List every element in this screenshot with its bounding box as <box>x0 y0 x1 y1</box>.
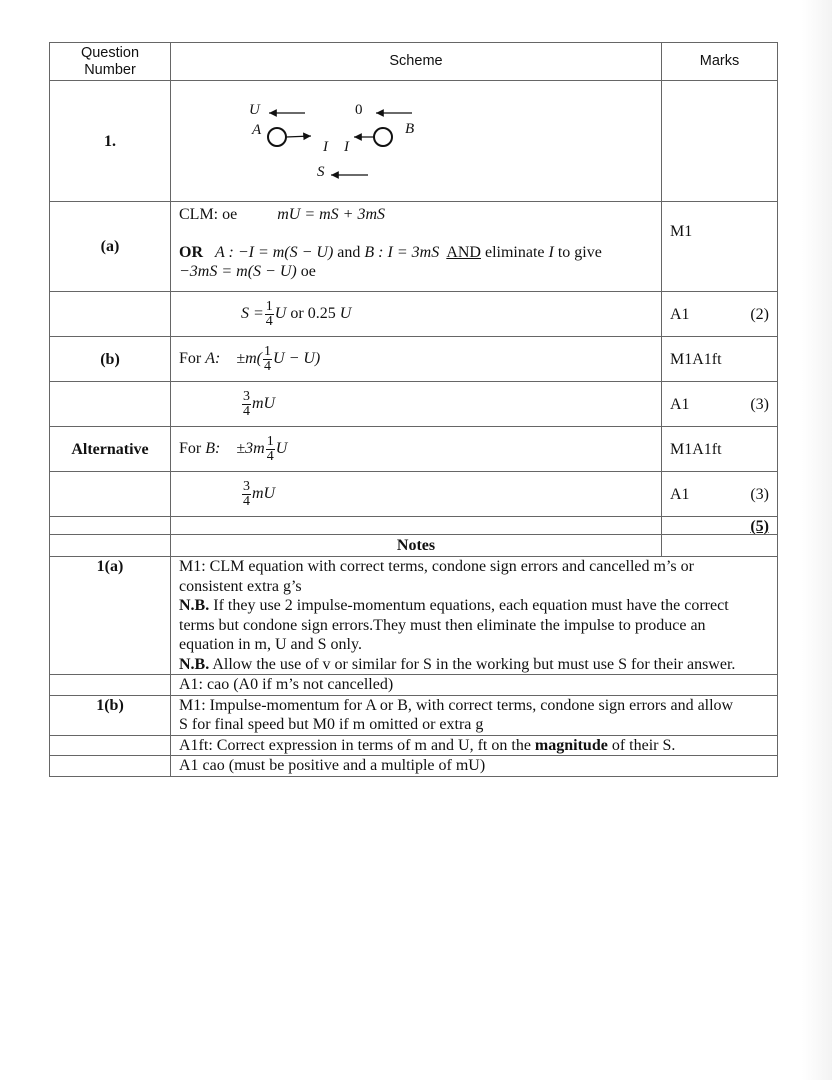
note-text: M1: CLM equation with correct terms, condone sign errors and cancelled m’s or consistent extra g’s <box>179 558 694 595</box>
nb-label: N.B. <box>179 597 210 614</box>
text: mU <box>252 484 276 502</box>
particle-A-circle <box>268 128 286 146</box>
note-text: M1: Impulse-momentum for A or B, with correct terms, condone sign errors and allow S for final speed but M0 if m omitted or extra g <box>171 695 778 735</box>
empty-cell <box>50 756 171 777</box>
text: S = <box>241 304 264 322</box>
note-body: Allow the use of v or similar for S in the working but must use S for their answer. <box>209 655 736 673</box>
empty-cell <box>171 517 662 535</box>
text: U <box>274 304 287 322</box>
empty-cell <box>50 675 171 696</box>
scheme-cell <box>171 202 662 292</box>
numerator: 1 <box>264 343 272 359</box>
part-b-result-row <box>50 382 778 427</box>
total-row <box>50 517 778 535</box>
mark: M1 <box>662 202 778 292</box>
text: to give <box>557 244 602 261</box>
header-row <box>50 43 778 81</box>
text: B: <box>205 439 221 457</box>
part-label: Alternative <box>50 427 171 472</box>
mark: M1A1ft <box>670 440 722 458</box>
mark: A1 <box>670 395 690 413</box>
text: oe <box>300 263 316 280</box>
fraction <box>265 300 274 329</box>
subtotal: (2) <box>750 305 769 323</box>
nb-label: N.B. <box>179 655 210 673</box>
marks-header: Marks <box>662 43 778 81</box>
part-b-row <box>50 337 778 382</box>
or-label: OR <box>179 244 203 261</box>
clm-equation: mU = mS + 3mS <box>277 206 386 223</box>
text: U <box>339 304 352 322</box>
particle-label-B: B <box>405 121 415 137</box>
particle-B-circle <box>374 128 392 146</box>
note-body: A1ft: Correct expression in terms of m and U, ft on the <box>179 736 531 754</box>
diagram-row <box>50 81 778 202</box>
part-label: (a) <box>50 202 171 292</box>
empty-cell <box>50 382 171 427</box>
result-cell <box>171 292 662 337</box>
denominator: 4 <box>265 313 273 329</box>
text: eliminate <box>484 244 545 261</box>
page-edge-shadow <box>802 0 832 1080</box>
note-text: A1 cao (must be positive and a multiple of mU) <box>171 756 778 777</box>
text: ±m( <box>236 349 263 367</box>
subtotal: (3) <box>750 395 769 413</box>
grand-total <box>662 517 778 535</box>
notes-cell <box>171 557 778 675</box>
denominator: 4 <box>243 403 250 419</box>
alternative-result-row <box>50 472 778 517</box>
fraction <box>263 345 272 374</box>
text: ±3m <box>236 439 265 457</box>
notes-label: 1(a) <box>50 557 171 675</box>
fraction <box>242 480 251 509</box>
scheme-cell <box>171 427 662 472</box>
notes-1b-row <box>50 695 778 735</box>
mark: M1A1ft <box>670 350 722 368</box>
subtotal: (3) <box>750 485 769 503</box>
text: A: <box>205 349 221 367</box>
particle-label-A: A <box>252 122 262 138</box>
collision-diagram-cell <box>171 81 662 202</box>
scheme-header: Scheme <box>171 43 662 81</box>
clm-label: CLM: oe <box>179 206 238 223</box>
alternative-row <box>50 427 778 472</box>
note-body: If they use 2 impulse-momentum equations, each equation must have the correct terms but condone sign errors.They must then eliminate the impulse to produce an equation in m, U and S only. <box>179 597 729 653</box>
equation-combined: −3mS = m(S − U) <box>179 263 297 280</box>
empty-cell <box>50 535 171 557</box>
velocity-label-zero: 0 <box>355 102 363 118</box>
question-number-header <box>50 43 171 81</box>
text: U − U) <box>273 349 321 367</box>
fraction <box>242 390 251 419</box>
numerator: 3 <box>243 478 250 494</box>
denominator: 4 <box>266 448 274 464</box>
text: and <box>337 244 361 261</box>
total-marks: (5) <box>750 518 769 535</box>
note-text <box>179 655 737 675</box>
empty-cell <box>50 735 171 756</box>
empty-cell <box>50 292 171 337</box>
marks-cell <box>662 472 778 517</box>
header-text: Question <box>80 44 140 61</box>
numerator: 1 <box>266 433 274 449</box>
and-underlined: AND <box>446 244 481 261</box>
note-text <box>179 596 737 655</box>
marks-cell <box>662 382 778 427</box>
note-text <box>171 735 778 756</box>
notes-1b-a1ft-row <box>50 735 778 756</box>
fraction <box>266 435 275 464</box>
collision-diagram <box>171 81 696 201</box>
note-bold: magnitude <box>534 736 608 754</box>
scheme-cell <box>171 337 662 382</box>
result-cell <box>171 382 662 427</box>
empty-cell <box>50 517 171 535</box>
impulse-label: I <box>323 139 328 155</box>
text: mU <box>252 394 276 412</box>
empty-cell <box>50 472 171 517</box>
marks-cell <box>662 292 778 337</box>
question-number: 1. <box>50 81 171 202</box>
denominator: 4 <box>264 358 272 374</box>
text: U <box>275 439 288 457</box>
mark: A1 <box>670 305 690 323</box>
equation-A: A : −I = m(S − U) <box>215 244 334 261</box>
empty-cell <box>662 535 778 557</box>
text: I <box>548 244 554 261</box>
note-text: A1: cao (A0 if m’s not cancelled) <box>171 675 778 696</box>
text: For <box>179 349 202 367</box>
mark <box>662 427 778 472</box>
text: or 0.25 <box>290 304 336 322</box>
impulse-arrow-right-icon <box>286 136 311 137</box>
numerator: 1 <box>265 298 273 314</box>
velocity-label-U: U <box>249 102 260 118</box>
notes-1a-row <box>50 557 778 675</box>
impulse-label: I <box>344 139 349 155</box>
part-a-result-row <box>50 292 778 337</box>
notes-1a-a1-row <box>50 675 778 696</box>
notes-label: 1(b) <box>50 695 171 735</box>
velocity-label-S: S <box>317 164 325 180</box>
mark: A1 <box>670 485 690 503</box>
denominator: 4 <box>243 493 250 509</box>
result-cell <box>171 472 662 517</box>
part-a-row <box>50 202 778 292</box>
notes-title: Notes <box>171 535 662 557</box>
notes-header-row <box>50 535 778 557</box>
part-label: (b) <box>50 337 171 382</box>
note-body: of their S. <box>611 736 676 754</box>
mark <box>662 337 778 382</box>
header-text: Number <box>84 61 136 78</box>
text: For <box>179 439 202 457</box>
notes-1b-a1-row <box>50 756 778 777</box>
mark-scheme-table <box>49 42 778 777</box>
numerator: 3 <box>243 388 250 404</box>
equation-B: B : I = 3mS <box>364 244 440 261</box>
